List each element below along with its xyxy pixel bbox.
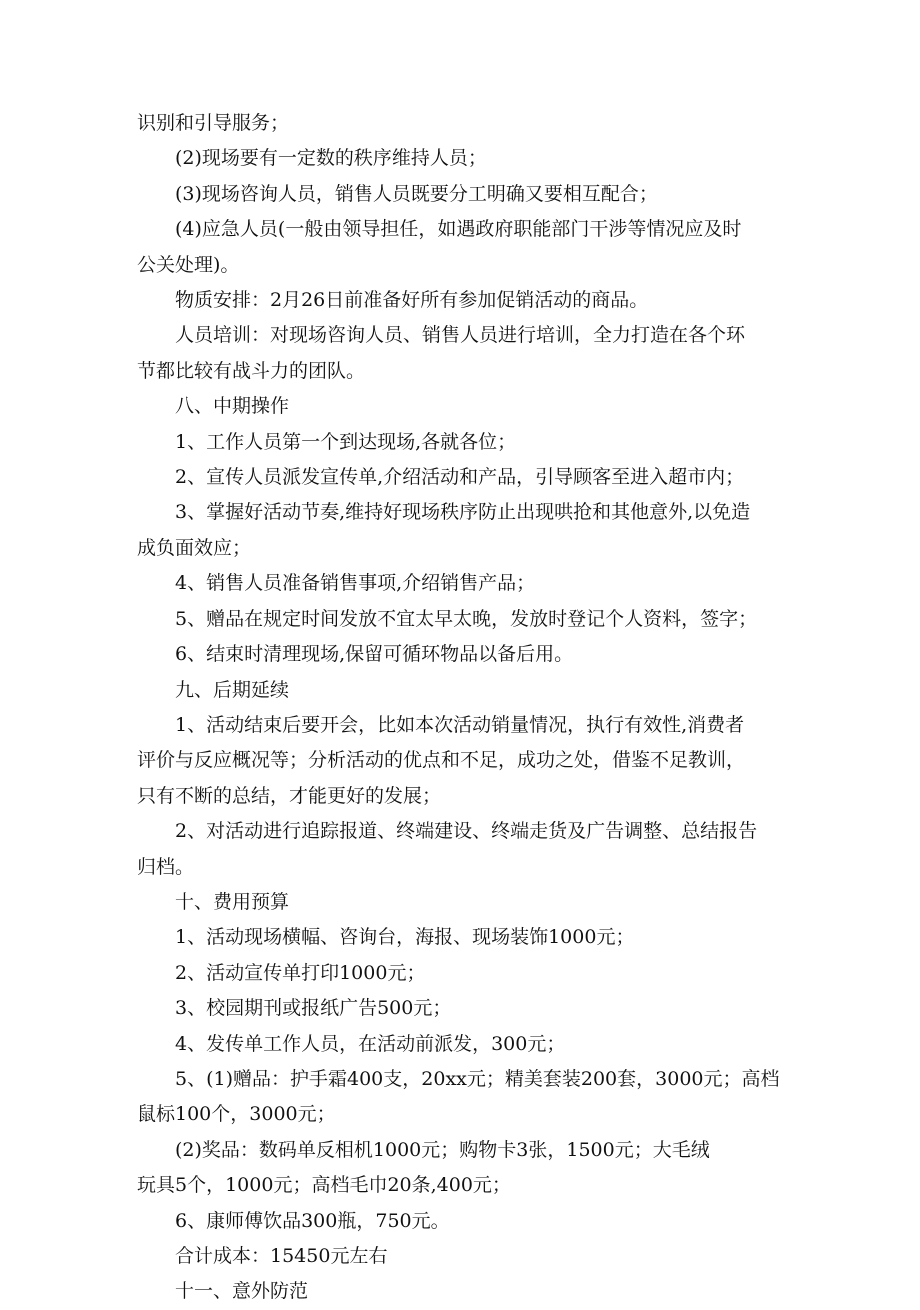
text-line: (4)应急人员(一般由领导担任，如遇政府职能部门干涉等情况应及时: [175, 218, 742, 241]
document-body: [137, 106, 797, 1310]
text-line: 3、校园期刊或报纸广告500元；: [175, 997, 452, 1020]
text-line: 玩具5个，1000元；高档毛巾20条,400元；: [137, 1174, 511, 1197]
text-line: 1、活动结束后要开会，比如本次活动销量情况，执行有效性,消费者: [175, 713, 745, 736]
text-line: (2)奖品：数码单反相机1000元；购物卡3张，1500元；大毛绒: [175, 1138, 710, 1161]
text-line: 2、活动宣传单打印1000元；: [175, 961, 426, 984]
section-heading: 十一、意外防范: [175, 1280, 309, 1303]
text-line: 6、康师傅饮品300瓶，750元。: [175, 1209, 450, 1232]
text-line: 归档。: [137, 855, 195, 878]
text-line: 成负面效应；: [137, 536, 252, 559]
text-line: 2、宣传人员派发宣传单,介绍活动和产品，引导顾客至进入超市内；: [175, 466, 745, 489]
text-line: 4、发传单工作人员，在活动前派发，300元；: [175, 1032, 566, 1055]
text-line: 2、对活动进行追踪报道、终端建设、终端走货及广告调整、总结报告: [175, 820, 758, 843]
text-line: 5、赠品在规定时间发放不宜太早太晚，发放时登记个人资料，签字；: [175, 607, 758, 630]
text-line: (2)现场要有一定数的秩序维持人员；: [175, 147, 487, 170]
text-line: 物质安排：2月26日前准备好所有参加促销活动的商品。: [175, 289, 649, 312]
text-line: 4、销售人员准备销售事项,介绍销售产品；: [175, 572, 536, 595]
text-line: (3)现场咨询人员，销售人员既要分工明确又要相互配合；: [175, 182, 658, 205]
text-line: 人员培训：对现场咨询人员、销售人员进行培训，全力打造在各个环: [175, 324, 746, 347]
text-line: 3、掌握好活动节奏,维持好现场秩序防止出现哄抢和其他意外,以免造: [175, 501, 751, 524]
text-line: 节都比较有战斗力的团队。: [137, 359, 366, 382]
section-heading: 八、中期操作: [175, 395, 290, 418]
section-heading: 九、后期延续: [175, 678, 290, 701]
text-line: 5、(1)赠品：护手霜400支，20xx元；精美套装200套，3000元；高档: [175, 1067, 780, 1090]
section-heading: 十、费用预算: [175, 890, 290, 913]
text-line: 识别和引导服务；: [137, 112, 290, 134]
text-line: 评价与反应概况等；分析活动的优点和不足，成功之处，借鉴不足教训，: [137, 749, 746, 772]
text-line: 1、活动现场横幅、咨询台，海报、现场装饰1000元；: [175, 926, 635, 949]
text-line: 鼠标100个，3000元；: [137, 1103, 336, 1126]
text-line: 6、结束时清理现场,保留可循环物品以备后用。: [175, 643, 574, 666]
text-line: 1、工作人员第一个到达现场,各就各位；: [175, 430, 517, 453]
text-line: 公关处理)。: [137, 253, 240, 276]
text-line: 只有不断的总结，才能更好的发展；: [137, 784, 442, 807]
text-line: 合计成本：15450元左右: [175, 1245, 388, 1267]
